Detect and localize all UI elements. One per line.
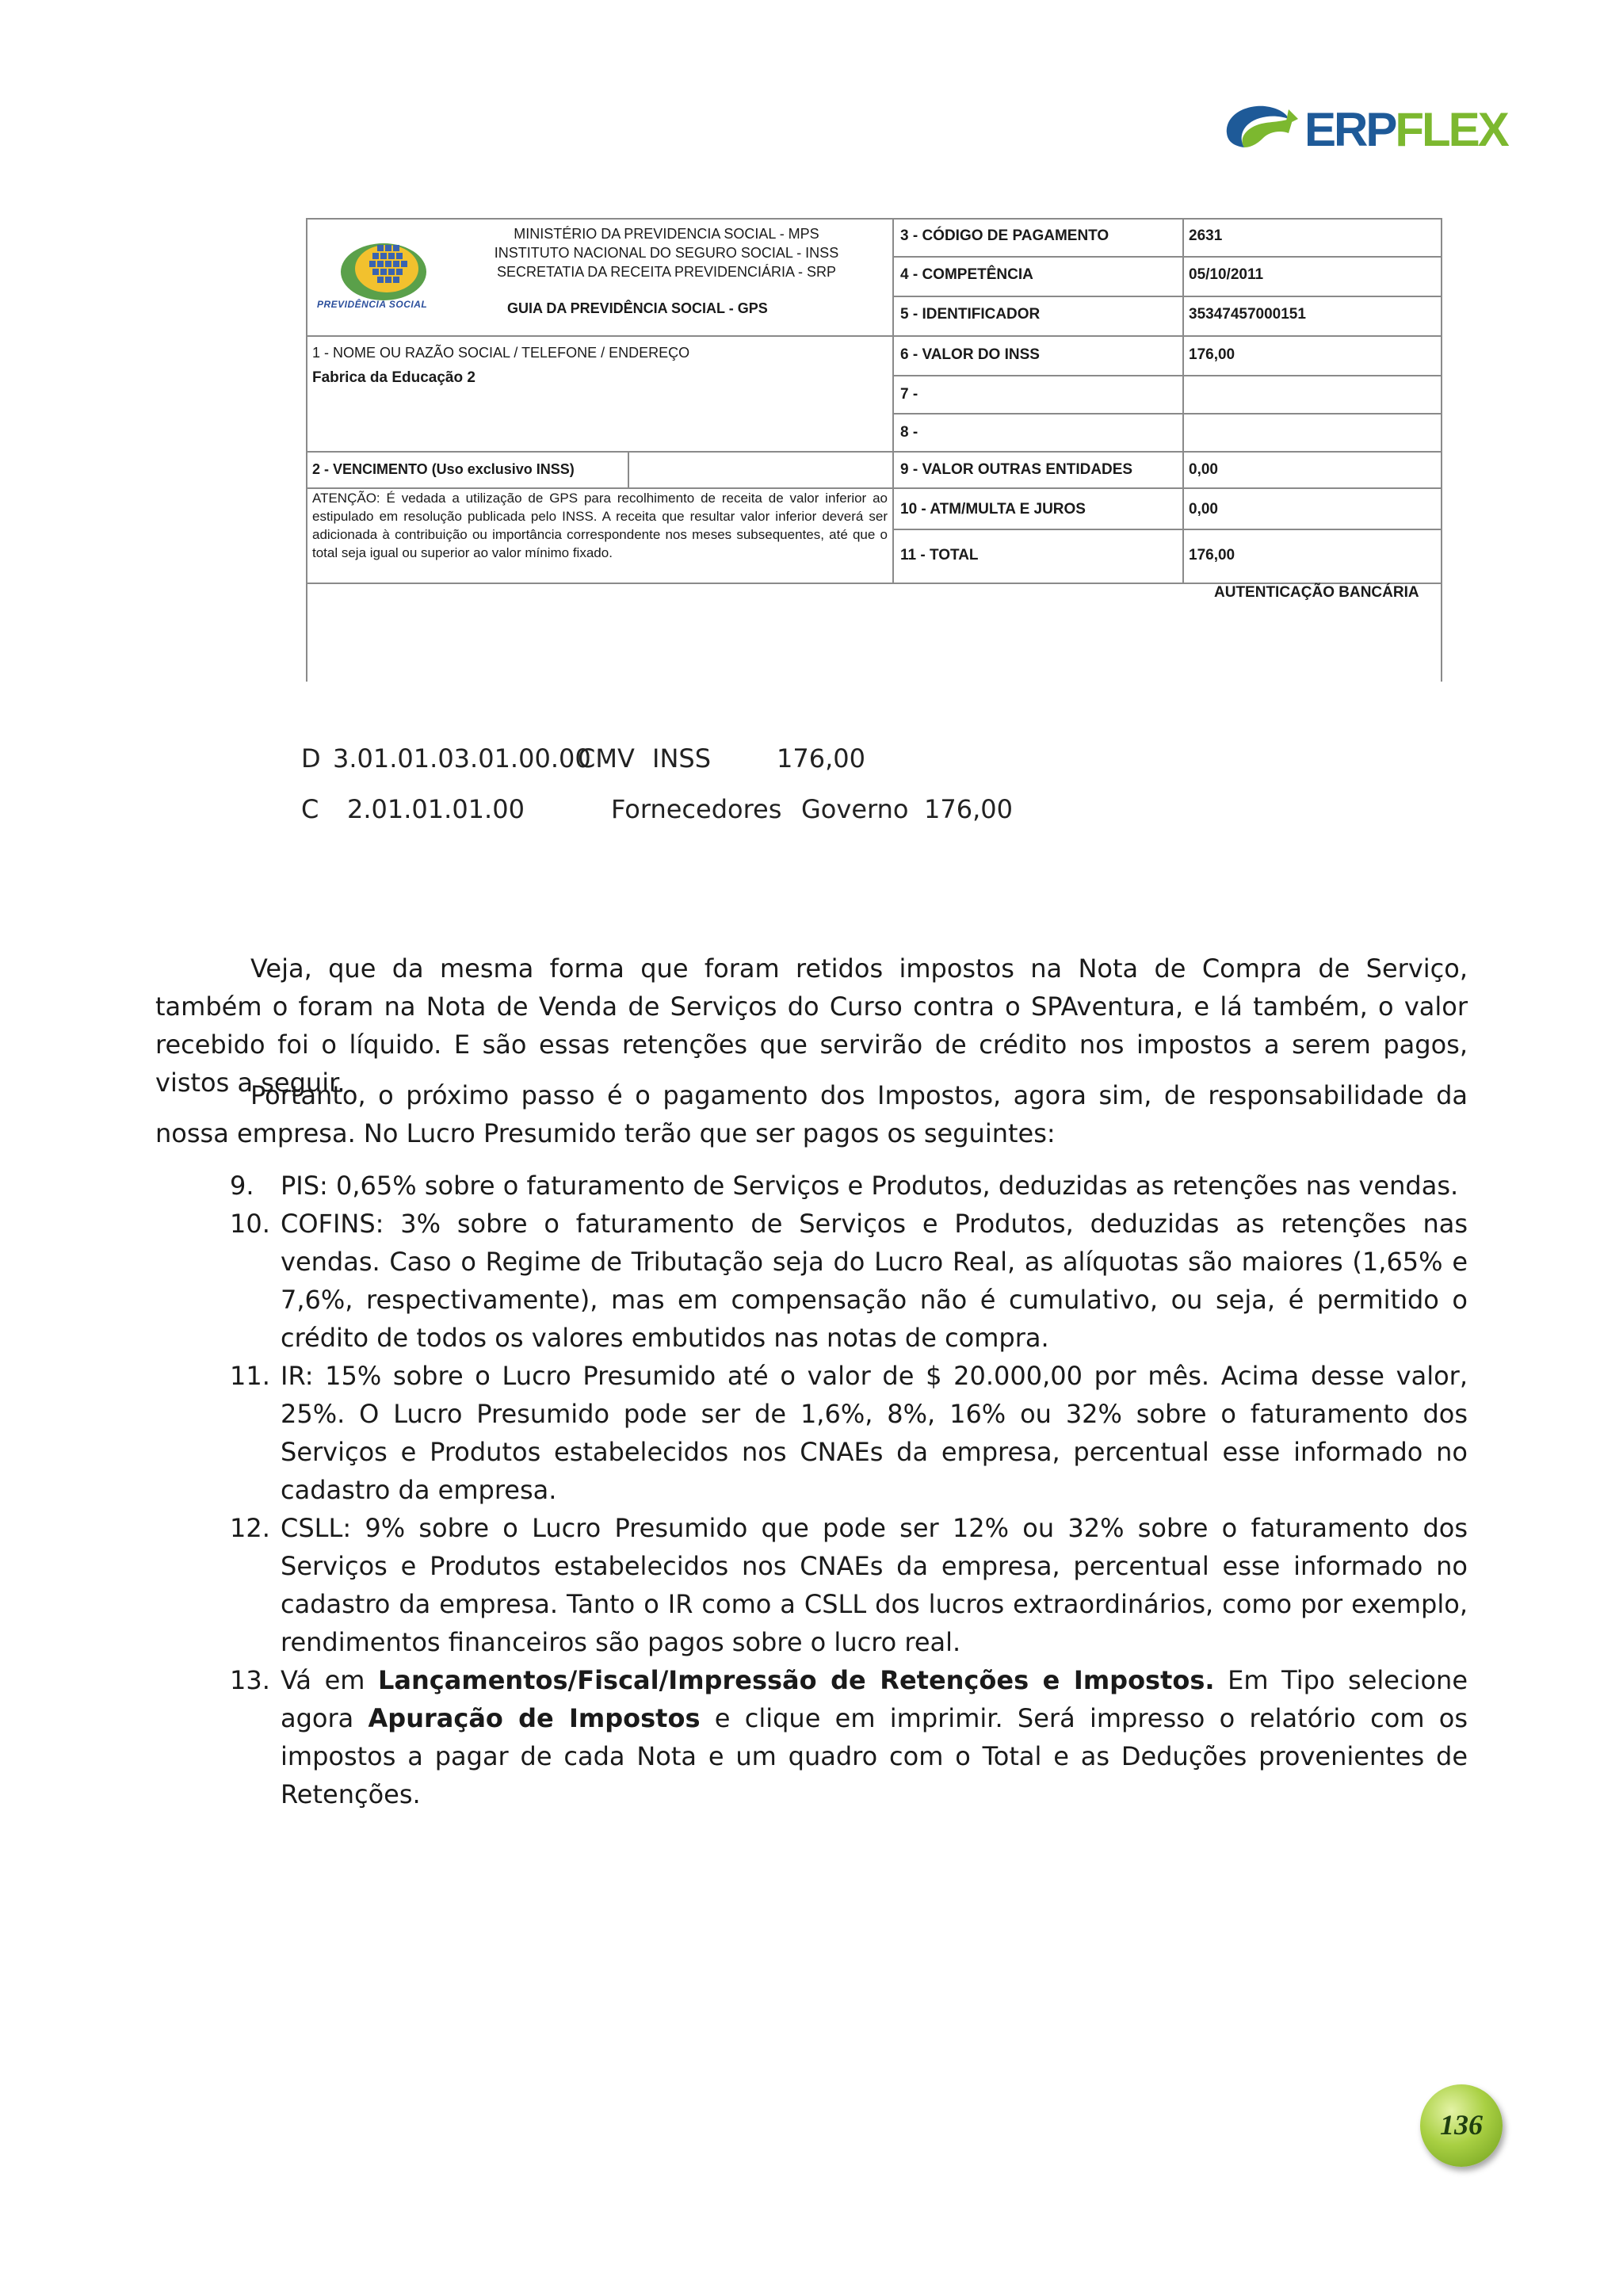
row-label: 3 - CÓDIGO DE PAGAMENTO [900, 227, 1109, 244]
previdencia-social-logo-icon [338, 234, 441, 309]
list-text-e: e clique em imprimir. Será impresso o relatório com os impostos a pagar de cada Nota e um quadro com o Total e as Deduções provenientes de Retenções. [281, 1703, 1468, 1809]
row-value: 176,00 [1189, 346, 1235, 363]
row-label: 10 - ATM/MULTA E JUROS [900, 501, 1086, 518]
page-number: 136 [1440, 2109, 1483, 2141]
list-text: IR: 15% sobre o Lucro Presumido até o valor de $ 20.000,00 por mês. Acima desse valor, 25%. O Lucro Presumido pode ser de 1,6%, 8%, 16% ou 32% sobre o faturamento dos Serviços e Produtos estabelecidos nos CNAEs da empresa, percentual esse informado no cadastro da empresa. [281, 1361, 1468, 1505]
erpflex-logo [1220, 98, 1507, 162]
logo-wordmark [1304, 101, 1507, 159]
field1-value: Fabrica da Educação 2 [312, 369, 475, 386]
list-text-c: Em Tipo selecione agora [281, 1665, 1468, 1733]
list-item [155, 1661, 1468, 1813]
header-line: MINISTÉRIO DA PREVIDENCIA SOCIAL - MPS [514, 226, 819, 242]
paragraph-text: Portanto, o próximo passo é o pagamento dos Impostos, agora sim, de responsabilidade da nossa empresa. No Lucro Presumido terão que ser pagos os seguintes: [155, 1080, 1468, 1148]
list-item [155, 1167, 1468, 1205]
row-value: 0,00 [1189, 501, 1218, 518]
field1-label: 1 - NOME OU RAZÃO SOCIAL / TELEFONE / ENDEREÇO [312, 345, 690, 361]
debit-account: 3.01.01.03.01.00.00 [333, 743, 591, 774]
erpflex-swoosh-icon [1220, 98, 1300, 159]
debit-desc2: INSS [652, 743, 711, 774]
debit-amount: 176,00 [777, 743, 865, 774]
tax-list [155, 1167, 1468, 1813]
list-number: 11. [230, 1361, 270, 1391]
row-label: 6 - VALOR DO INSS [900, 346, 1040, 363]
debit-type: D [301, 743, 321, 774]
header-line: SECRETATIA DA RECEITA PREVIDENCIÁRIA - SRP [496, 264, 837, 280]
authentication-label: AUTENTICAÇÃO BANCÁRIA [1214, 584, 1419, 601]
row-value: 176,00 [1189, 547, 1235, 563]
debit-desc1: CMV [578, 743, 635, 774]
row-value: 0,00 [1189, 461, 1218, 478]
page-number-badge [1420, 2084, 1503, 2167]
list-text: COFINS: 3% sobre o faturamento de Serviços e Produtos, deduzidas as retenções nas vendas. Caso o Regime de Tributação seja do Lucro Real, as alíquotas são maiores (1,65% e 7,6%, respectivamente), mas em compensação não é cumulativo, ou seja, é permitido o crédito de todos os valores embutidos nas notas de compra. [281, 1209, 1468, 1353]
row-label: 7 - [900, 386, 918, 403]
credit-desc1: Fornecedores [611, 794, 782, 824]
field2-label: 2 - VENCIMENTO (Uso exclusivo INSS) [312, 461, 575, 477]
row-value: 2631 [1189, 227, 1223, 244]
row-label: 9 - VALOR OUTRAS ENTIDADES [900, 461, 1133, 478]
list-item [155, 1509, 1468, 1661]
list-number: 10. [230, 1209, 270, 1239]
menu-path: Lançamentos/Fiscal/Impressão de Retenções e Impostos. [378, 1665, 1215, 1695]
row-label: 5 - IDENTIFICADOR [900, 306, 1041, 323]
gps-header [456, 224, 876, 281]
gps-form [306, 218, 1442, 682]
row-value: 05/10/2011 [1189, 266, 1264, 283]
list-number: 13. [230, 1665, 270, 1695]
logo-flex: FLEX [1395, 103, 1507, 156]
list-number: 9. [230, 1171, 254, 1201]
credit-amount: 176,00 [924, 794, 1013, 824]
gps-form-title: GUIA DA PREVIDÊNCIA SOCIAL - GPS [507, 300, 768, 316]
credit-type: C [301, 794, 319, 824]
previdencia-caption: PREVIDÊNCIA SOCIAL [317, 299, 428, 310]
credit-desc2: Governo [801, 794, 909, 824]
list-number: 12. [230, 1513, 270, 1543]
paragraph-text: Veja, que da mesma forma que foram retidos impostos na Nota de Compra de Serviço, também o foram na Nota de Venda de Serviços do Curso contra o SPAventura, e lá também, o valor recebido foi o líquido. E são essas retenções que servirão de crédito nos impostos a serem pagos, vistos a seguir. [155, 953, 1468, 1098]
row-value: 35347457000151 [1189, 306, 1306, 323]
list-text-a: Vá em [281, 1665, 379, 1695]
list-text: PIS: 0,65% sobre o faturamento de Serviços e Produtos, deduzidas as retenções nas vendas. [281, 1171, 1459, 1201]
list-text: CSLL: 9% sobre o Lucro Presumido que pode ser 12% ou 32% sobre o faturamento dos Serviços e Produtos estabelecidos nos CNAEs da empresa, percentual esse informado no cadastro da empresa. Tanto o IR como a CSLL dos lucros extraordinários, como por exemplo, rendimentos financeiros são pagos sobre o lucro real. [281, 1513, 1468, 1657]
row-label: 11 - TOTAL [900, 547, 979, 563]
logo-erp: ERP [1304, 103, 1396, 156]
option-name: Apuração de Impostos [368, 1703, 701, 1733]
paragraph [155, 1076, 1468, 1152]
list-item [155, 1205, 1468, 1357]
attention-note: ATENÇÃO: É vedada a utilização de GPS para recolhimento de receita de valor inferior ao estipulado em resolução publicada pelo INSS. A receita que resultar valor inferior deverá ser adicionada à contribuição ou importância correspondente nos meses subsequentes, até que o total seja igual ou superior ao valor mínimo fixado. [312, 491, 888, 560]
row-label: 8 - [900, 424, 918, 441]
row-label: 4 - COMPETÊNCIA [900, 266, 1033, 283]
list-item [155, 1357, 1468, 1509]
header-line: INSTITUTO NACIONAL DO SEGURO SOCIAL - INSS [494, 245, 839, 261]
credit-account: 2.01.01.01.00 [347, 794, 525, 824]
